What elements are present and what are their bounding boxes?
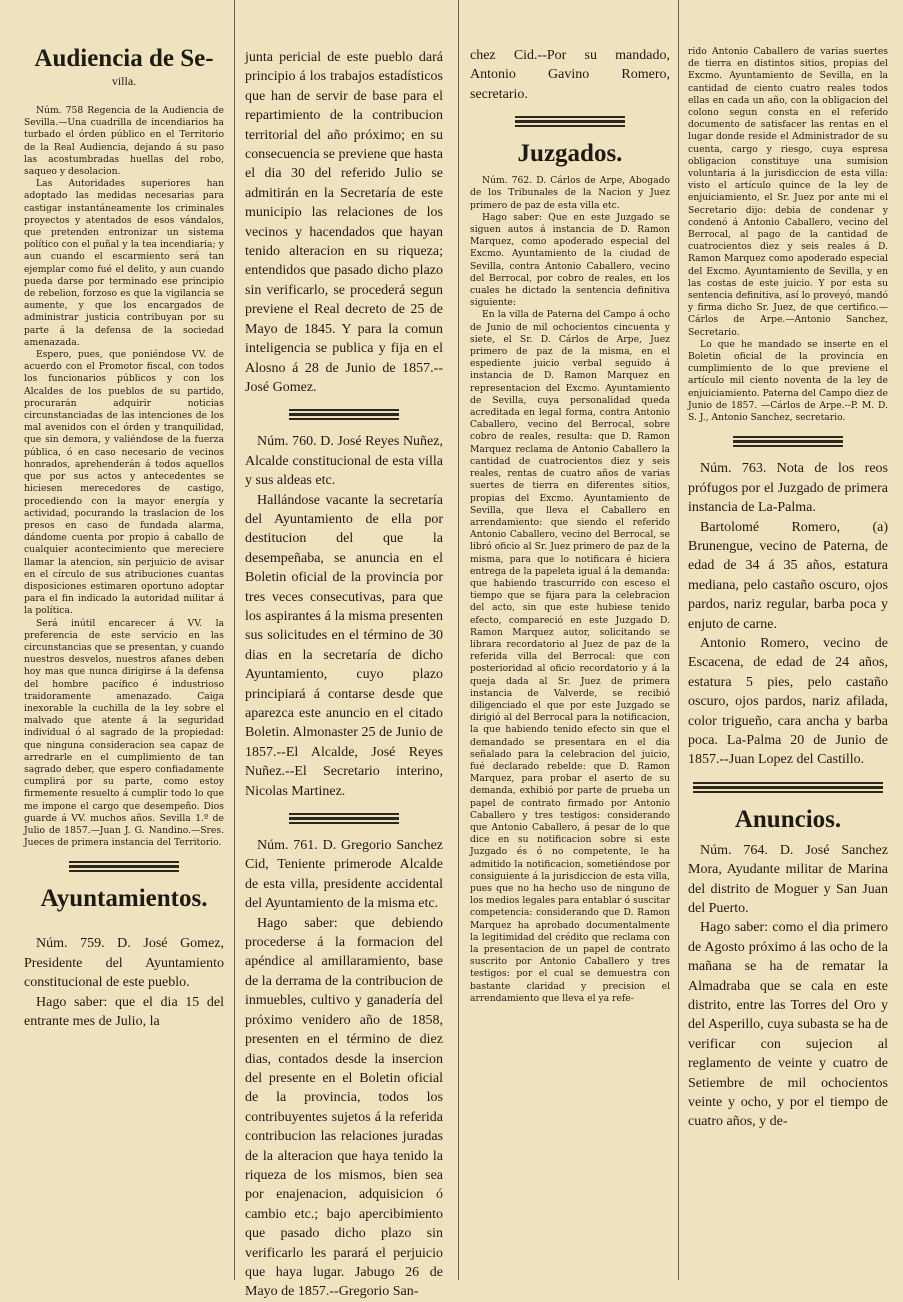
notice-763: Núm. 763. Nota de los reos prófugos por el Juzgado de primera instancia de La-Palma. xyxy=(688,461,888,516)
separator-rule xyxy=(289,813,399,824)
notice-760-body: Hallándose vacante la secretaría del Ayuntamiento de ella por destitucion del que la desempeñaba, se anuncia en el Boletin oficial de la provincia por tres veces consecutivas, para que los aspirantes á la misma presenten sus solicitudes en el término de 30 dias en la secretaría de dicho Ayuntamiento, cuyo plazo principiará á contarse desde que aparezca este anuncio en el citado Boletin. Almonaster 25 de Junio de 1857.--El Alcalde, José Reyes Nuñez.--El Secretario interino, Nicolas Martinez. xyxy=(245,492,443,799)
notice-761-body: Hago saber: que debiendo procederse á la formacion del apéndice al amillaramiento, base de la derrama de la contribucion de inmuebles, cultivo y ganadería del próximo venidero año de 1858, presenten en el término de diez dias, contados desde la insercion del presente en el Boletin oficial de la provincia, todos los contribuyentes sujetos á la referida contribucion las relaciones juradas de la alteracion que haya tenido la riqueza de los mismos, bien sea por enajenacion, adquisicion ó cambio etc.; bajo apercibimiento que pasado dicho plazo sin verificarlo les parará el perjuicio que haya lugar. Jabugo 26 de Mayo de 1857.--Gregorio San- xyxy=(245,915,443,1300)
notice-762-closing: Lo que he mandado se inserte en el Boletin oficial de la provincia en cumplimiento de lo que previene el artículo mil ciento noventa de la ley de enjuiciamiento. Paterna del Campo diez de Junio de 1857. —Cárlos de Arpe.--P. M. D. S. J., Antonio Sanchez, secretario. xyxy=(688,338,888,424)
section-heading-ayuntamientos: Ayuntamientos. xyxy=(40,885,208,913)
separator-rule xyxy=(515,116,625,127)
separator-rule xyxy=(733,436,843,447)
column-2 xyxy=(245,0,443,1300)
section-heading-anuncios: Anuncios. xyxy=(734,805,842,833)
separator-rule xyxy=(69,861,179,872)
section-heading-audiencia: Audiencia de Se- xyxy=(34,45,214,72)
notice-759: Núm. 759. D. José Gomez, Presidente del Ayuntamiento constitucional de este pueblo. xyxy=(24,936,224,991)
notice-760: Núm. 760. D. José Reyes Nuñez, Alcalde constitucional de esta villa y sus aldeas etc. xyxy=(245,434,443,489)
separator-rule xyxy=(289,409,399,420)
section-heading-audiencia-cont: villa. xyxy=(111,74,137,88)
notice-758-p4: Será inútil encarecer á VV. la preferencia de este servicio en las circunstancias que se presentan, y cuando nuestros desvelos, nuestros afanes deben hoy mas que nunca dirigirse á la defensa del hombre pacífico é industrioso traidoramente amenazado. Caiga inexorable la cuchilla de la ley sobre el malvado que atente á la seguridad individual ó al sagrado de la propiedad: que ninguna consideracion sea capaz de arredrarle en el cumplimiento de tan sagrado deber, que espero confiadamente cumplirá por su parte, como estoy firmemente resuelto á cumplir todo lo que me impone el cargo que desempeño. Dios guarde á VV. muchos años. Sevilla 1.º de Julio de 1857.—Juan J. G. Nandino.—Sres. Jueces de primera instancia del Territorio. xyxy=(24,617,224,849)
notice-758-p2: Las Autoridades superiores han adoptado las medidas necesarias para castigar instantáneamente los criminales proyectos y atentados de esos vándalos, que pretenden entronizar un sistema político con el puñal y la tea incendiaria; y aun cuando el escarmiento será tan ejemplar como fué el delito, y aun cuando pueda darse por terminado ese principio de rebelion, forzoso es que la vigilancia se aumente, y que los encargados de administrar justicia contribuyan por su parte á la defensa de la sociedad amenazada. xyxy=(24,178,224,348)
notice-762-body: Hago saber: Que en este Juzgado se siguen autos á instancia de D. Ramon Marquez, como apoderado especial del Excmo. Ayuntamiento de la ciudad de Sevilla, contra Antonio Caballero, vecino del Berrocal, por cobro de reales, en los cuales he dictado la sentencia definitiva siguiente: xyxy=(470,211,670,309)
section-heading-juzgados: Juzgados. xyxy=(517,140,623,168)
column-rule xyxy=(458,0,459,1280)
notice-762: Núm. 762. D. Cárlos de Arpe, Abogado de los Tribunales de la Nacion y Juez primero de paz de esta villa etc. xyxy=(470,175,670,211)
column-rule xyxy=(234,0,235,1280)
notice-759-cont: junta pericial de este pueblo dará principio á los trabajos estadísticos que han de servir de base para el repartimiento de la contribucion territorial del año próximo; en su consecuencia se previene que hasta el dia 30 del referido Julio se admitirán en la Secretaría de este municipio las relaciones de los vecinos y hacendados que hayan tenido alteracion en su riqueza; entendidos que pasado dicho plazo sin verificarlo, se procederá segun previene el Real decreto de 25 de Mayo de 1845. Y para la comun inteligencia se publica y fija en el Alosno á 28 de Junio de 1857.--José Gomez. xyxy=(245,50,443,395)
notice-764: Núm. 764. D. José Sanchez Mora, Ayudante militar de Marina del distrito de Moguer y San Juan del Puerto. xyxy=(688,842,888,917)
column-4 xyxy=(688,0,888,1280)
column-rule xyxy=(678,0,679,1280)
notice-758: Núm. 758 Regencia de la Audiencia de Sevilla.—Una cuadrilla de incendiarios ha turbado el órden público en el Territorio de la Real Audiencia, dejando á su paso las acostumbradas huellas del robo, saqueo y desolacion. xyxy=(24,105,224,178)
notice-762-cont: rido Antonio Caballero de varias suertes de tierra en distintos sitios, propias del Excmo. Ayuntamiento de Sevilla, en la cantidad de ciento cuatro reales todos ellas en cada un año, con la obligacion del colono segun consta en el referido documento de satisfacer las rentas en el lugar donde reside el Administrador de su cuenta, cargo y riesgo, cuya espresa obligacion constituye una sumision voluntaria á la jurisdiccion de esta villa: visto el artículo quince de la ley de enjuiciamiento, el Sr. Juez por ante mi el Secretario dijo: debia de condenar y condenó á Antonio Caballero, vecino del Berrocal, al pago de la cantidad de cuatrocientos diez y seis reales á D. Ramon Marquez como apoderado especial del Excmo. Ayuntamiento de Sevilla, y en las costas de este juicio. Y por esta su sentencia definitiva, así lo proveyó, mandó y firma dicho Sr. Juez, de que certifico.—Cárlos de Arpe.—Antonio Sanchez, Secretario. xyxy=(688,46,888,338)
notice-758-p3: Espero, pues, que poniéndose VV. de acuerdo con el Promotor fiscal, con todos los funcionarios públicos y con los Alcaldes de los pueblos de su partido, procurarán adquirir noticias circunstanciadas de las intenciones de los mal avenidos con el órden y tranquilidad, que sin demora, y valiéndose de la fuerza pública, ó en caso necesario de vecinos honrados, aprehenderán á todos aquellos que por sus actos y antecedentes se hiciesen merecedores de castigo, procediendo con la mayor energía y actividad, pocurando la traslacion de los presos en caso de fundada alarma, dándome cuenta por propio á caballo de cualquier acontecimiento que mereciere llamar la atencion, sin perjuicio de avisar en el círculo de sus atribuciones cuantas disposiciones estimaren oportuno adoptar para el fin indicado la autoridad militar á la política. xyxy=(24,349,224,617)
column-3 xyxy=(470,0,670,1280)
notice-763-reo-2: Antonio Romero, vecino de Escacena, de edad de 24 años, estatura 5 pies, pelo castaño oscuro, ojos pardos, nariz afilada, color trigueño, cara ancha y barba poca. La-Palma 20 de Junio de 1857.--Juan Lopez del Castillo. xyxy=(688,635,888,768)
column-1 xyxy=(24,0,224,1280)
separator-rule xyxy=(693,782,883,793)
notice-759-body: Hago saber: que el dia 15 del entrante mes de Julio, la xyxy=(24,994,224,1030)
notice-764-body: Hago saber: como el dia primero de Agosto próximo á las ocho de la mañana se ha de rematar la Almadraba que se cala en este distrito, entre las Torres del Oro y del Asperillo, cuya subasta se ha de verificar con sujecion al reglamento de veinte y cuatro de Setiembre de mil ochocientos veinte y ocho, y por el tiempo de cuatro años, y de- xyxy=(688,920,888,1130)
notice-761: Núm. 761. D. Gregorio Sanchez Cid, Teniente primerode Alcalde de esta villa, presidente accidental del Ayuntamiento de la misma etc. xyxy=(245,838,443,912)
notice-762-sentence: En la villa de Paterna del Campo á ocho de Junio de mil ochocientos cincuenta y siete, el Sr. D. Cárlos de Arpe, Juez primero de paz de la misma, en el espediente juicio verbal seguido á instancia de D. Ramon Marquez en representacion del Excmo. Ayuntamiento de Sevilla, cuya personalidad queda acreditada en legal forma, contra Antonio Caballero, vecino del Berrocal, sobre cobro de reales, resulta: que D. Ramon Marquez reclama de Antonio Caballero la cantidad de cuatrocientos diez y seis reales, rentas de cuatro años de varias suertes de tierra en diferentes sitios, propias del Excmo. Ayuntamiento de Sevilla, que lleva el Caballero en arrendamiento: que siendo el referido Antonio Caballero, vecino del Berrocal, se libró oficio al Sr. Juez primero de paz de la misma, para que lo notificara é hiciera entrega de la papeleta igual á la demanda: que habiendo trascurrido con esceso el tiempo que se fijara para la celebracion del acto, sin que este hubiese tenido efecto, compareció en este Juzgado D. Ramon Marquez autor, solicitando se librara recordatorio al Juez de paz de la referida villa del Berrocal: que con posterioridad al oficio recordatorio y á la queja dada al Sr. Juez de primera instancia de Valverde, se recibió diligenciado el que por este Juzgado se dirigió al del Berrocal para la notificacion, la que habiendo tenido efecto sin que el demandado se presentara en el dia señalado para la celebracion del juicio, fué declarado rebelde: que D. Ramon Marquez, para probar el aserto de su demanda, exhibió por parte de prueba un papel de contrato firmado por Antonio Caballero y tres testigos: considerando que Antonio Caballero, á pesar de lo que dice en su notificacion sobre si este Juzgado és ó no competente, le ha admitido la notificacion, sometiéndose por consiguiente á la jurisdiccion de esta villa, pues que no ha hecho uso de ninguno de los medios legales para entablar ó suscitar competencia: considerando que D. Ramon Marquez ha aprobado documentalmente la legitimidad del crédito que reclama con la presentacion de un papel de contrato suscrito por Antonio Caballero y tres testigos: por el cual se demuestra con bastante claridad y precision el arrendamiento que lleva el ya refe- xyxy=(470,309,670,1004)
notice-763-reo-1: Bartolomé Romero, (a) Brunengue, vecino de Paterna, de edad de 34 á 35 años, estatura mediana, pelo castaño oscuro, ojos pardos, nariz regular, barba poca y enjuto de carne. xyxy=(688,519,888,632)
notice-761-cont: chez Cid.--Por su mandado, Antonio Gavino Romero, secretario. xyxy=(470,48,670,102)
